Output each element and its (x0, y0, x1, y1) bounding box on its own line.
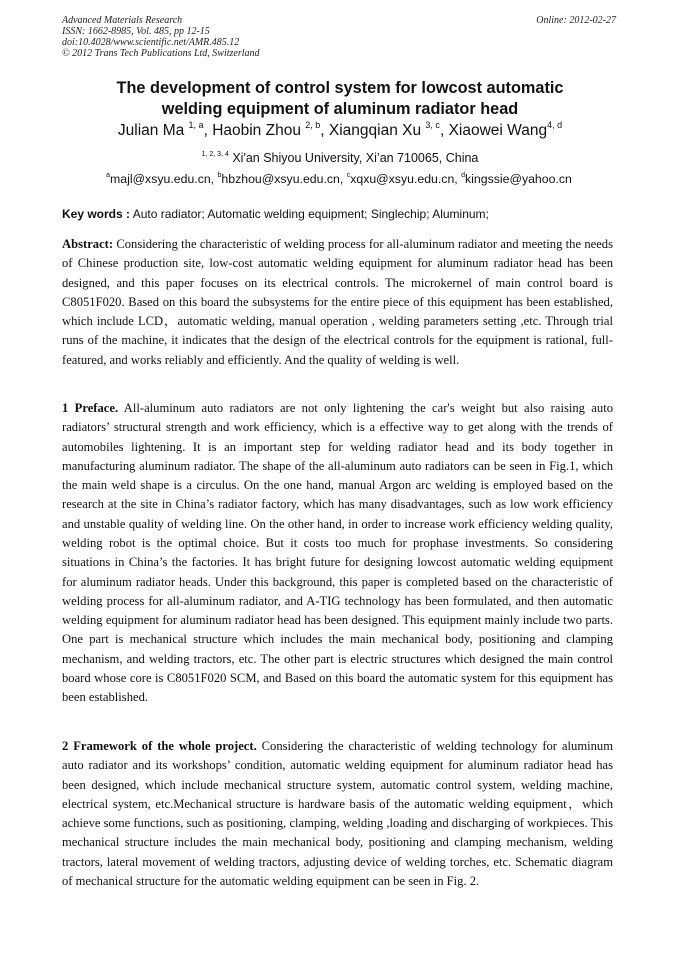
author-affiliation-mark: 3, c (425, 120, 440, 130)
doi-line: doi:10.4028/www.scientific.net/AMR.485.12 (62, 37, 240, 48)
preface-text: All-aluminum auto radiators are not only lightening the car's weight but also raising auto radiators’ structural strength and work efficiency, which is a effective way to get along with the trends of automobiles lightening. It is an important step for welding radiator head and its body together in manufacturing aluminum radiator. The shape of the all-aluminum auto radiators can be seen in Fig.1, which the main weld shape is a circulus. On the one hand, manual Argon arc welding is employed based on the research at the site in China’s radiator factory, which has many disadvantages, such as low work efficiency and unstable quality of welding line. On the other hand, in order to increase work efficiency welding quality, welding robot is the optimal choice. But it costs too much for prophase investments. So considering situations in China’s the factories. It has bright future for designing lowcost automatic welding equipment for aluminum radiator heads. Under this background, this paper is completed based on the characteristic of welding process for all-aluminum radiator, and A-TIG technology has been formulated, and then automatic welding equipment for aluminum radiator head has been designed. This equipment mainly include two parts. One part is mechanical structure which includes the main mechanical body, positioning and clamping mechanism, and welding tractors, etc. The other part is electric structures which designed the main control board whose core is C8051F020 SCM, and Based on this board the automatic system for this equipment has been established. (62, 401, 613, 705)
author-name: Haobin Zhou (212, 122, 306, 139)
copyright-line: © 2012 Trans Tech Publications Ltd, Switzerland (62, 48, 260, 59)
email-mark: a (106, 172, 111, 179)
abstract-text: Considering the characteristic of welding process for all-aluminum radiator and meeting the needs of Chinese production site, low-cost automatic welding equipment for aluminum radiator head has been designed, and this paper focuses on its electrical controls. The microkernel of main control board is C8051F020. Based on this board the subsystems for the entire piece of this equipment has been established, which include LCD，automatic welding, manual operation , welding parameters setting ,etc. Through trial runs of the machine, it indicates that the design of the electrical controls for the equipment is rational, full-featured, and works reliably and efficiently. And the quality of welding is well. (62, 237, 613, 367)
email-address[interactable]: hbzhou@xsyu.edu.cn, (221, 172, 347, 186)
email-mark: b (217, 172, 222, 179)
abstract-label: Abstract: (62, 237, 114, 251)
paper-title (62, 78, 618, 120)
author-list: Julian Ma $^{1, a}$, Haobin Zhou $^{2, b}$, Xiangqian Xu $^{3, c}$, Xiaowei Wang$^{4, d}$ (117, 120, 563, 139)
affiliation (62, 150, 618, 166)
email-mark: d (461, 172, 466, 179)
author-affiliation-mark: 1, a (188, 120, 204, 130)
email-address[interactable]: xqxu@xsyu.edu.cn, (350, 172, 462, 186)
email-address[interactable]: majl@xsyu.edu.cn, (110, 172, 218, 186)
preface-section (62, 399, 613, 708)
issn-line: ISSN: 1662-8985, Vol. 485, pp 12-15 (62, 26, 210, 37)
author-affiliation-mark: 2, b (305, 120, 321, 130)
email-mark: c (346, 172, 351, 179)
affiliation-mark: 1, 2, 3, 4 (201, 151, 229, 158)
online-date: Online: 2012-02-27 (536, 15, 616, 26)
email-address[interactable]: kingssie@yahoo.cn (465, 172, 572, 186)
keywords-label: Key words : (62, 207, 131, 221)
title-line: welding equipment of aluminum radiator head (161, 100, 519, 118)
keywords (62, 206, 618, 222)
author-name: Julian Ma (117, 122, 189, 139)
framework-section (62, 737, 613, 891)
email-list (30, 171, 648, 187)
affiliation-text: Xi'an Shiyou University, Xi’an 710065, China (232, 151, 479, 165)
framework-text: Considering the characteristic of welding technology for aluminum auto radiator and its workshops’ condition, automatic welding equipment for aluminum radiator head has been designed, which include mechanical structure system, automatic control system, welding machine, electrical system, etc.Mechanical structure is hardware basis of the automatic welding equipment，which achieve some functions, such as positioning, clamping, welding ,loading and discharging of workpieces. This mechanical structure includes the main mechanical body, positioning and clamping mechanism, welding tractors, lateral movement of welding tractors, adjusting device of welding torches, etc. Schematic diagram of mechanical structure for the automatic welding equipment can be seen in Fig. 2. (62, 739, 614, 888)
preface-heading: 1 Preface. (62, 401, 119, 415)
abstract-paragraph (62, 235, 613, 370)
title-line: The development of control system for lowcost automatic (116, 79, 564, 97)
author-name: Xiaowei Wang (448, 122, 548, 139)
author-affiliation-mark: 4, d (547, 120, 563, 130)
author-name: Xiangqian Xu (328, 122, 426, 139)
framework-heading: 2 Framework of the whole project. (62, 739, 257, 753)
journal-name: Advanced Materials Research (62, 15, 183, 26)
journal-header (62, 15, 618, 59)
keywords-text: Auto radiator; Automatic welding equipment; Singlechip; Aluminum; (130, 207, 489, 221)
